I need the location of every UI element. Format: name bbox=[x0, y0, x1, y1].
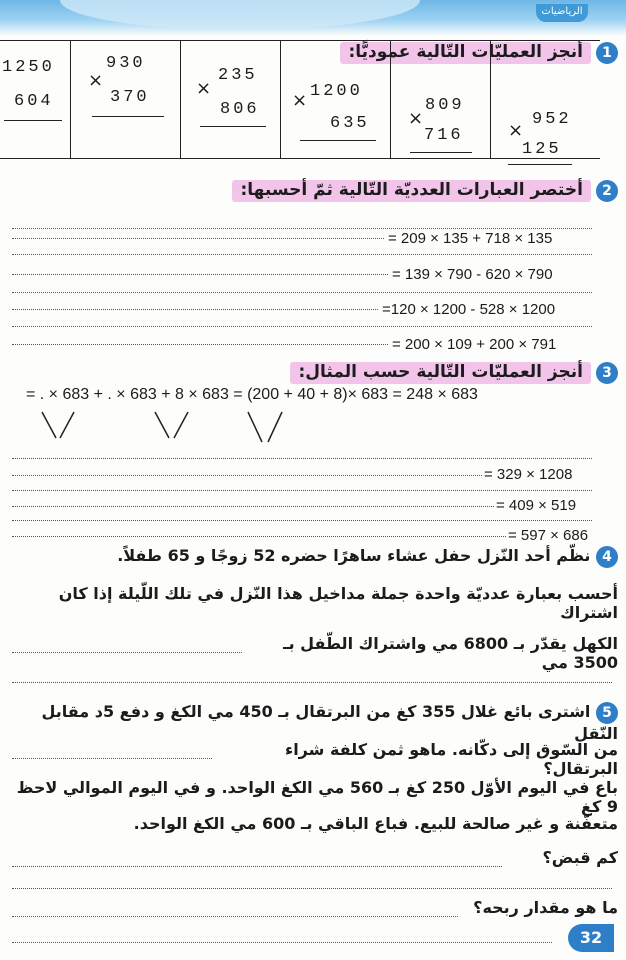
op-6-top: 1250 bbox=[2, 58, 55, 77]
op-2-rule bbox=[410, 152, 472, 153]
op-4-top: 235 bbox=[218, 66, 258, 85]
ex4-line-1 bbox=[18, 546, 618, 568]
answer-line[interactable] bbox=[12, 309, 378, 310]
ex2-heading bbox=[218, 180, 618, 202]
ex4-line-3: الكهل يقدّر بـ 6800 مي واشتراك الطّفل بـ 3500 مي bbox=[283, 634, 618, 672]
ex2-expr-4: = 200 × 109 + 200 × 791 bbox=[392, 336, 557, 353]
table-divider bbox=[490, 40, 491, 158]
answer-line[interactable] bbox=[12, 942, 552, 943]
answer-line[interactable] bbox=[12, 520, 592, 521]
times-sign: × bbox=[88, 70, 104, 91]
table-divider bbox=[390, 40, 391, 158]
op-5-rule bbox=[92, 116, 164, 117]
answer-line[interactable] bbox=[12, 228, 592, 229]
answer-line[interactable] bbox=[12, 506, 494, 507]
answer-line[interactable] bbox=[12, 238, 384, 239]
op-5-bottom: 370 bbox=[110, 88, 150, 107]
answer-line[interactable] bbox=[12, 652, 242, 653]
op-1-top: 952 bbox=[532, 110, 572, 129]
op-1-rule bbox=[508, 164, 572, 165]
op-3-top: 1200 bbox=[310, 82, 363, 101]
ex4-text-1: نظّم أحد النّزل حفل عشاء ساهرًا حضره 52 زوجًا و 65 طفلاً. bbox=[117, 546, 591, 565]
top-banner bbox=[0, 0, 626, 36]
ex3-expr-2: = 409 × 519 bbox=[496, 497, 577, 514]
op-4-bottom: 806 bbox=[220, 100, 260, 119]
times-sign: × bbox=[292, 90, 308, 111]
ex4-line-2: أحسب بعبارة عدديّة واحدة جملة مداخيل هذا النّزل في تلك اللّيلة إذا كان اشتراك bbox=[58, 584, 618, 622]
answer-line[interactable] bbox=[12, 292, 592, 293]
ex5-text-1: اشترى بائع غلال 355 كغ من البرتقال بـ 450 مي الكغ و دفع 5د مقابل النّقل bbox=[41, 702, 618, 743]
answer-line[interactable] bbox=[12, 458, 592, 459]
ex2-expr-1: = 209 × 135 + 718 × 135 bbox=[388, 230, 553, 247]
banner-arc bbox=[60, 0, 420, 30]
ex3-example: = . × 683 + . × 683 + 8 × 683 = (200 + 40 + 8)× 683 = 248 × 683 bbox=[26, 386, 478, 403]
ex5-line-1 bbox=[6, 702, 618, 743]
ex2-number: 2 bbox=[596, 180, 618, 202]
op-5-top: 930 bbox=[106, 54, 146, 73]
answer-line[interactable] bbox=[12, 682, 612, 683]
answer-line[interactable] bbox=[12, 490, 592, 491]
ex3-heading bbox=[278, 362, 618, 384]
ex5-line-3: باع في اليوم الأوّل 250 كغ بـ 560 مي الكغ الواحد. و في اليوم الموالي لاحظ 9 كغ bbox=[16, 778, 618, 816]
op-6-bottom: 604 bbox=[14, 92, 54, 111]
op-2-bottom: 716 bbox=[424, 126, 464, 145]
table-top-border bbox=[0, 40, 600, 41]
answer-line[interactable] bbox=[12, 254, 592, 255]
ex3-title: أنجز العمليّات التّالية حسب المثال: bbox=[290, 362, 590, 384]
ex5-question-1: كم قبض؟ bbox=[542, 848, 618, 867]
ex4-number: 4 bbox=[596, 546, 618, 568]
times-sign: × bbox=[508, 120, 524, 141]
answer-line[interactable] bbox=[12, 274, 388, 275]
op-1-bottom: 125 bbox=[522, 140, 562, 159]
answer-line[interactable] bbox=[12, 326, 592, 327]
table-divider bbox=[280, 40, 281, 158]
op-4-rule bbox=[200, 126, 266, 127]
ex5-question-2: ما هو مقدار ربحه؟ bbox=[473, 898, 618, 917]
decomposition-arrows bbox=[30, 404, 300, 450]
table-bottom-border bbox=[0, 158, 600, 159]
multiplication-table bbox=[0, 40, 600, 160]
times-sign: × bbox=[196, 78, 212, 99]
answer-line[interactable] bbox=[12, 475, 482, 476]
op-3-rule bbox=[300, 140, 376, 141]
subject-tag: الرياضيات bbox=[536, 4, 588, 22]
answer-line[interactable] bbox=[12, 758, 212, 759]
ex1-number: 1 bbox=[596, 42, 618, 64]
ex2-expr-3: =120 × 1200 - 528 × 1200 bbox=[382, 301, 556, 318]
ex3-number: 3 bbox=[596, 362, 618, 384]
ex5-line-2: من السّوق إلى دكّانه. ماهو ثمن كلفة شراء البرتقال؟ bbox=[285, 740, 618, 778]
page-number: 32 bbox=[568, 924, 614, 952]
table-divider bbox=[180, 40, 181, 158]
op-6-rule bbox=[4, 120, 62, 121]
answer-line[interactable] bbox=[12, 916, 458, 917]
times-sign: × bbox=[408, 108, 424, 129]
ex5-line-4: متعفّنة و غير صالحة للبيع. فباع الباقي بـ 600 مي الكغ الواحد. bbox=[133, 814, 618, 833]
answer-line[interactable] bbox=[12, 888, 612, 889]
ex3-expr-3: = 597 × 686 bbox=[508, 527, 589, 544]
op-2-top: 809 bbox=[425, 96, 465, 115]
ex3-expr-1: = 329 × 1208 bbox=[484, 466, 573, 483]
table-divider bbox=[70, 40, 71, 158]
answer-line[interactable] bbox=[12, 866, 502, 867]
ex2-title: أختصر العبارات العدديّة التّالية ثمّ أحسبها: bbox=[232, 180, 590, 202]
ex5-number: 5 bbox=[596, 702, 618, 724]
answer-line[interactable] bbox=[12, 536, 506, 537]
ex2-expr-2: = 139 × 790 - 620 × 790 bbox=[392, 266, 553, 283]
answer-line[interactable] bbox=[12, 344, 388, 345]
op-3-bottom: 635 bbox=[330, 114, 370, 133]
ex1-title: أنجز العمليّات التّالية عموديًّا: bbox=[340, 42, 590, 64]
